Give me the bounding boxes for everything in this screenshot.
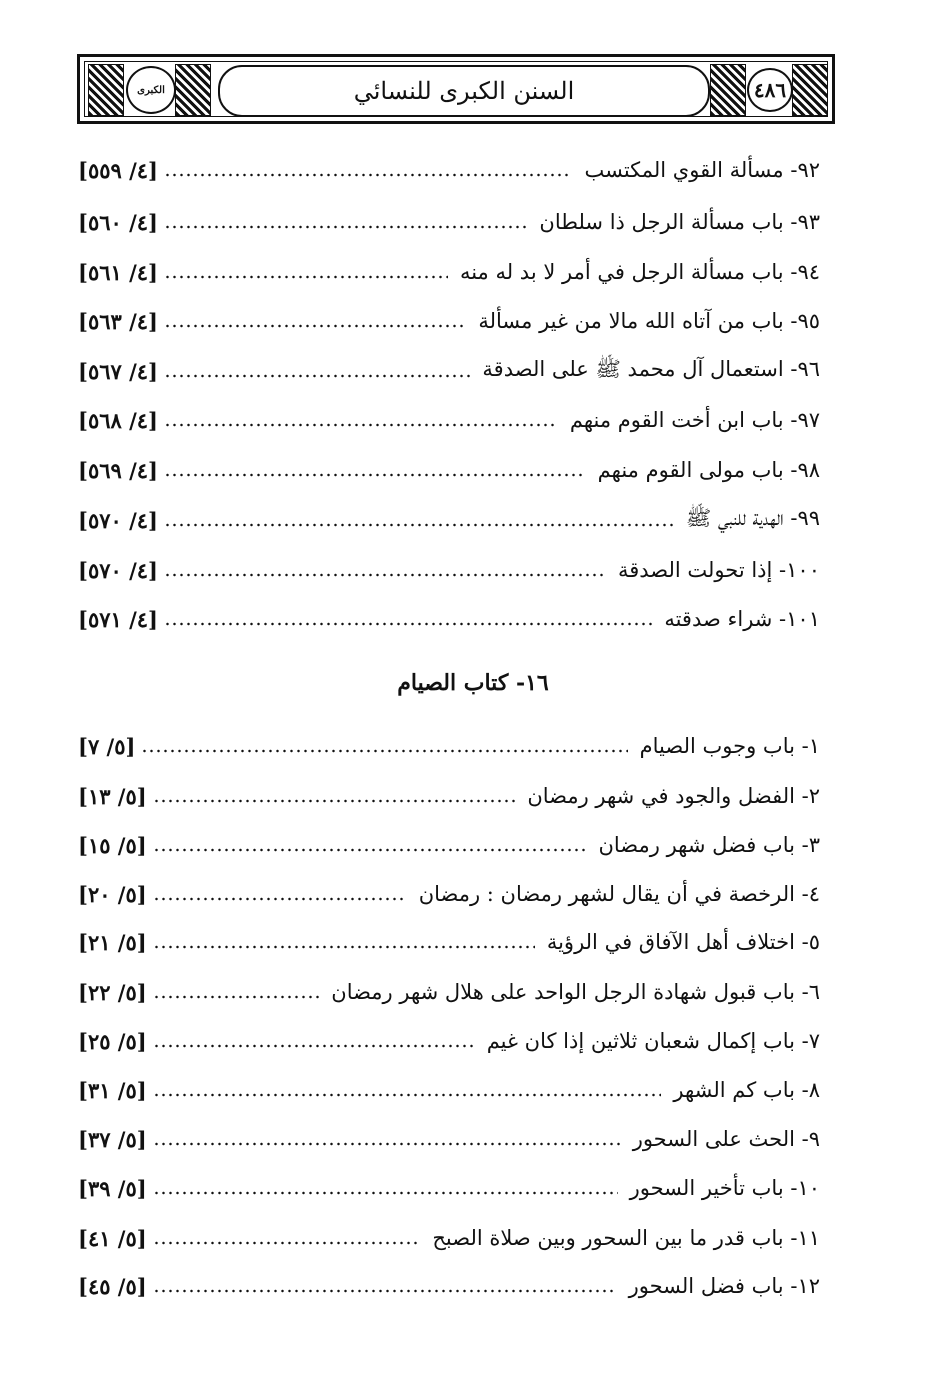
- toc-entry-ref: [٥/ ٢١]: [78, 929, 147, 955]
- toc-entry-title: ٣- باب فضل شهر رمضان: [598, 833, 820, 857]
- toc-entry: [78, 1071, 820, 1109]
- ornament-icon: [792, 64, 828, 116]
- leader-dots: [164, 374, 470, 378]
- toc-entry-ref: [٤/ ٥٦٨]: [78, 407, 158, 433]
- page-number: ٤٨٦: [753, 78, 787, 102]
- toc-entry: [78, 302, 820, 340]
- toc-entry: [78, 600, 820, 638]
- toc-entry-ref: [٤/ ٥٧٠]: [78, 557, 158, 583]
- leader-dots: [153, 897, 407, 901]
- toc-entry: [78, 1169, 820, 1207]
- running-title: [218, 65, 710, 117]
- leader-dots: [164, 473, 586, 477]
- leader-dots: [153, 799, 516, 803]
- toc-entry-ref: [٤/ ٥٦٠]: [78, 209, 158, 235]
- ornament-icon: [175, 64, 211, 116]
- book-title: السنن الكبرى للنسائي: [353, 77, 575, 105]
- toc-entry-title: ٤- الرخصة في أن يقال لشهر رمضان : رمضان: [418, 882, 820, 906]
- toc-entry-ref: [٤/ ٥٦١]: [78, 259, 158, 285]
- toc-entry-ref: [٥/ ١٥]: [78, 832, 147, 858]
- toc-entry: [78, 1219, 820, 1257]
- toc-entry: [78, 973, 820, 1011]
- leader-dots: [164, 573, 606, 577]
- toc-entry-title: ٩٥- باب من آتاه الله مالا من غير مسألة: [478, 309, 820, 333]
- toc-entry-title: ٥- اختلاف أهل الآفاق في الرؤية: [546, 930, 820, 954]
- toc-entry: [78, 203, 820, 241]
- toc-entry-ref: [٥/ ٣١]: [78, 1077, 147, 1103]
- toc-entry: [78, 451, 820, 489]
- toc-entry-title: ٩٩- الهدية للنبي ﷺ: [685, 505, 820, 530]
- leader-dots: [153, 1289, 617, 1293]
- toc-entry-title: ٨- باب كم الشهر: [673, 1078, 820, 1102]
- toc-entry-ref: [٥/ ٢٥]: [78, 1028, 147, 1054]
- toc-entry-title: ٩٣- باب مسألة الرجل ذا سلطان: [539, 210, 820, 234]
- page-header: [77, 54, 835, 124]
- leader-dots: [164, 622, 652, 626]
- toc-entry-title: ٩٧- باب ابن أخت القوم منهم: [569, 408, 820, 432]
- leader-dots: [153, 1191, 618, 1195]
- leader-dots: [164, 275, 448, 279]
- leader-dots: [153, 1093, 662, 1097]
- toc-entry-title: ١٠- باب تأخير السحور: [629, 1176, 820, 1200]
- toc-entry-ref: [٥/ ٧]: [78, 733, 136, 759]
- toc-entry: [78, 401, 820, 439]
- toc-entry-title: ١٠١- شراء صدقته: [664, 607, 820, 631]
- leader-dots: [164, 225, 527, 229]
- toc-entry: [78, 1267, 820, 1305]
- ornament-icon: [710, 64, 746, 116]
- toc-entry-ref: [٥/ ٢٠]: [78, 881, 147, 907]
- toc-entry-title: ١٢- باب فضل السحور: [628, 1274, 820, 1298]
- toc-entry-ref: [٥/ ٣٧]: [78, 1126, 147, 1152]
- toc-entry: [78, 826, 820, 864]
- toc-entry-title: ٩٨- باب مولى القوم منهم: [597, 458, 820, 482]
- toc-entry-title: ٦- باب قبول شهادة الرجل الواحد على هلال شهر رمضان: [331, 980, 820, 1004]
- toc-entry-ref: [٤/ ٥٧١]: [78, 606, 158, 632]
- leader-dots: [164, 523, 674, 527]
- section-heading: ١٦- كتاب الصيام: [397, 670, 549, 696]
- page-number-badge: [747, 68, 793, 112]
- toc-entry: [78, 151, 820, 189]
- toc-entry-ref: [٤/ ٥٧٠]: [78, 507, 158, 533]
- leader-dots: [153, 995, 320, 999]
- leader-dots: [153, 945, 535, 949]
- toc-entry-title: ٩٤- باب مسألة الرجل في أمر لا بد له منه: [459, 260, 820, 284]
- leader-dots: [153, 1241, 421, 1245]
- leader-dots: [164, 173, 572, 177]
- toc-entry: [78, 777, 820, 815]
- logo-text: الكبرى: [137, 84, 165, 96]
- toc-entry-title: ١- باب وجوب الصيام: [639, 734, 820, 758]
- toc-entry-ref: [٥/ ٣٩]: [78, 1175, 147, 1201]
- leader-dots: [141, 749, 627, 753]
- leader-dots: [153, 1142, 621, 1146]
- toc-entry: [78, 253, 820, 291]
- ornament-icon: [88, 64, 124, 116]
- toc-entry-title: ٢- الفضل والجود في شهر رمضان: [527, 784, 820, 808]
- toc-entry: [78, 501, 820, 539]
- toc-entry: [78, 352, 820, 390]
- toc-entry-ref: [٤/ ٥٥٩]: [78, 157, 158, 183]
- toc-entry: [78, 727, 820, 765]
- leader-dots: [164, 324, 466, 328]
- toc-entry-title: ١١- باب قدر ما بين السحور وبين صلاة الصبح: [432, 1226, 820, 1250]
- toc-entry: [78, 923, 820, 961]
- toc-entry-title: ٩٢- مسألة القوي المكتسب: [584, 158, 820, 182]
- toc-entry-ref: [٤/ ٥٦٩]: [78, 457, 158, 483]
- book-logo: [126, 66, 176, 114]
- toc-entry: [78, 875, 820, 913]
- toc-entry-title: ٩٦- استعمال آل محمد ﷺ على الصدقة: [482, 356, 820, 381]
- toc-entry-title: ١٠٠- إذا تحولت الصدقة: [617, 558, 820, 582]
- toc-entry-ref: [٥/ ١٣]: [78, 783, 147, 809]
- toc-entry-title: ٧- باب إكمال شعبان ثلاثين إذا كان غيم: [486, 1029, 820, 1053]
- toc-entry-ref: [٥/ ٢٢]: [78, 979, 147, 1005]
- toc-entry-ref: [٥/ ٤٥]: [78, 1273, 147, 1299]
- toc-entry-ref: [٥/ ٤١]: [78, 1225, 147, 1251]
- leader-dots: [153, 1044, 475, 1048]
- toc-entry: [78, 551, 820, 589]
- leader-dots: [164, 423, 558, 427]
- toc-entry-title: ٩- الحث على السحور: [632, 1127, 820, 1151]
- toc-entry-ref: [٤/ ٥٦٧]: [78, 358, 158, 384]
- toc-entry: [78, 1120, 820, 1158]
- toc-entry: [78, 1022, 820, 1060]
- toc-entry-ref: [٤/ ٥٦٣]: [78, 308, 158, 334]
- leader-dots: [153, 848, 587, 852]
